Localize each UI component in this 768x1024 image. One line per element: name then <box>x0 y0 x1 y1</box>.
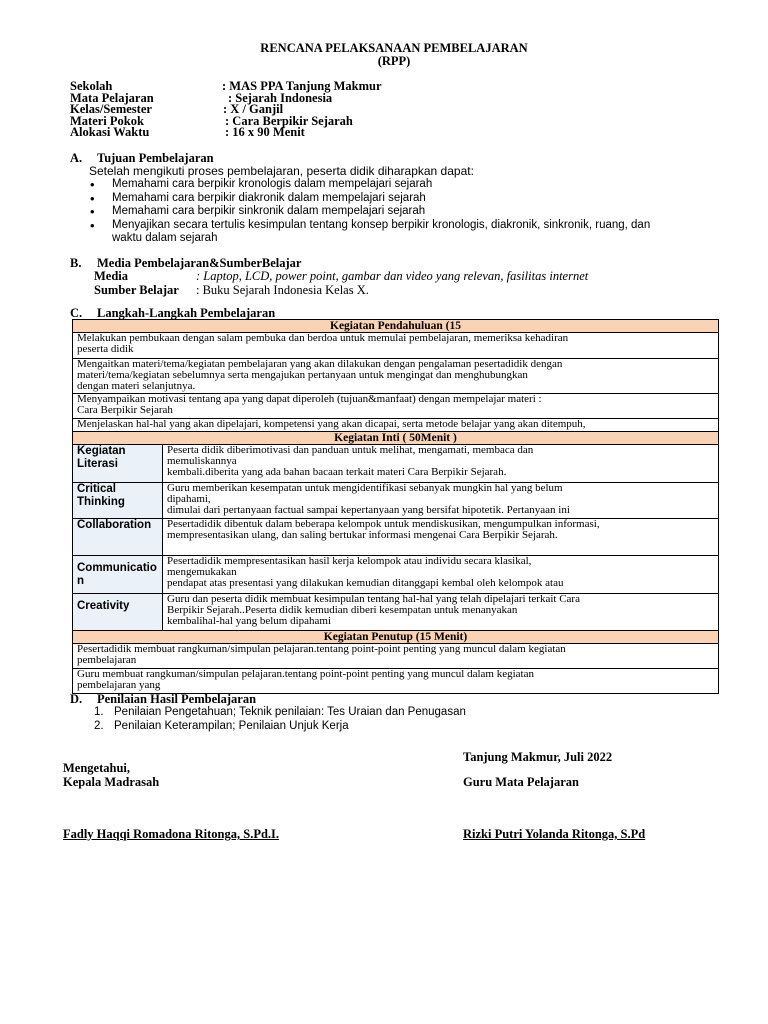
media-label: Media <box>94 269 129 283</box>
info-label: Materi Pokok <box>70 113 144 128</box>
row-text: Melakukan pembukaan dengan salam pembuka dan berdoa untuk memulai pembelajaran, memeriksa kehadiran <box>77 333 569 344</box>
assessment-list <box>94 706 466 733</box>
row-text: Menjelaskan hal-hal yang akan dipelajari, kompetensi yang akan dicapai, serta metode belajar yang akan ditempuh, <box>77 419 586 430</box>
row-text: Menyampaikan motivasi tentang apa yang dapat diperoleh (tujuan&manfaat) dengan mempelajar materi : <box>77 394 542 405</box>
list-item: • Menyajikan secara tertulis kesimpulan tentang konsep berpikir kronologis, diakronik, sinkronik, ruang, dan <box>89 219 719 233</box>
info-label: Sekolah <box>70 79 113 93</box>
media-value: : Laptop, LCD, power point, gambar dan video yang relevan, fasilitas internet <box>196 269 589 283</box>
row-text: peserta didik <box>77 343 134 356</box>
band-opening: Kegiatan Pendahuluan (15 <box>73 320 718 333</box>
band-closing: Kegiatan Penutup (15 Menit) <box>73 631 718 644</box>
table-row <box>73 419 718 432</box>
principal-name: Fadly Haqqi Romadona Ritonga, S.Pd.I. <box>63 827 280 841</box>
source-label: Sumber Belajar <box>94 283 179 297</box>
objectives-intro: Setelah mengikuti proses pembelajaran, peserta didik diharapkan dapat: <box>89 164 474 178</box>
list-item: 1. Penilaian Pengetahuan; Teknik penilaian: Tes Uraian dan Penugasan <box>94 706 466 718</box>
section-letter: D. <box>70 692 83 706</box>
place-date: Tanjung Makmur, Juli 2022 <box>463 750 613 764</box>
row-text: Pesertadidik mempresentasikan hasil kerja kelompok atau individu secara klasikal, mengemukakan pendapat atas presentasi yang dilakukan kemudian ditanggapi kembal oleh kelompok atau <box>167 556 564 590</box>
list-item: • Memahami cara berpikir diakronik dalam mempelajari sejarah <box>89 192 719 206</box>
section-title: Langkah-Langkah Pembelajaran <box>97 306 276 320</box>
media-block <box>94 270 694 298</box>
row-text: Guru dan peserta didik membuat kesimpulan tentang hal-hal yang telah dipelajari terkait Cara Berpikir Sejarah..Peserta didik kemudian diberi kesempatan untuk menanyakan kembalihal-hal yang belum dipahami <box>167 594 580 628</box>
band-core: Kegiatan Inti ( 50Menit ) <box>73 432 718 445</box>
table-row <box>73 519 718 556</box>
row-text: Mengaitkan materi/tema/kegiatan pembelajaran yang akan dilakukan dengan pengalaman pesertadidik dengan <box>77 359 563 370</box>
row-text: dengan materi selanjutnya. <box>77 380 196 393</box>
table-row <box>73 359 718 394</box>
objectives-list <box>89 178 719 246</box>
row-text: materi/tema/kegiatan sebelumnya serta mengajukan pertanyaan untuk mengingat dan menghubungkan <box>77 369 528 382</box>
acknowledged-label: Mengetahui, <box>63 761 131 775</box>
table-row <box>73 483 718 519</box>
learning-steps-table <box>72 319 719 694</box>
section-letter: C. <box>70 306 83 320</box>
list-item: 2. Penilaian Keterampilan; Penilaian Unjuk Kerja <box>94 719 349 732</box>
row-text: Pesertadidik membuat rangkuman/simpulan pelajaran.tentang point-point penting yang muncul dalam kegiatan <box>77 644 566 655</box>
table-row <box>73 445 718 483</box>
info-value: : Sejarah Indonesia <box>228 90 333 105</box>
info-value: : MAS PPA Tanjung Makmur <box>222 79 382 93</box>
page-title: RENCANA PELAKSANAAN PEMBELAJARAN <box>260 41 528 55</box>
info-value: : X / Ganjil <box>223 102 284 116</box>
section-letter: B. <box>70 256 82 270</box>
page-subtitle: (RPP) <box>377 54 411 68</box>
source-value: : Buku Sejarah Indonesia Kelas X. <box>196 283 369 297</box>
section-title: Penilaian Hasil Pembelajaran <box>97 692 257 706</box>
row-key: Communicatio n <box>73 556 163 593</box>
row-key: Kegiatan Literasi <box>73 445 163 482</box>
table-row <box>73 333 718 359</box>
teacher-role: Guru Mata Pelajaran <box>463 775 579 789</box>
table-row <box>73 644 718 669</box>
section-letter: A. <box>70 151 83 165</box>
info-value: : Cara Berpikir Sejarah <box>225 113 353 128</box>
table-row <box>73 594 718 631</box>
table-row <box>73 669 718 693</box>
row-text: Guru membuat rangkuman/simpulan pelajaran.tentang point-point penting yang muncul dalam kegiatan <box>77 669 534 680</box>
row-text: Cara Berpikir Sejarah <box>77 404 173 417</box>
section-title: Tujuan Pembelajaran <box>97 151 214 165</box>
table-row <box>73 556 718 594</box>
list-item: • Memahami cara berpikir kronologis dalam mempelajari sejarah <box>89 178 719 192</box>
info-label: Kelas/Semester <box>70 102 152 116</box>
row-text: Guru memberikan kesempatan untuk mengidentifikasi sebanyak mungkin hal yang belum dipahami, dimulai dari pertanyaan factual sampai kepertanyaan yang bersifat hipotetik. Pertanyaan ini <box>167 483 570 517</box>
row-text: Peserta didik diberimotivasi dan panduan untuk melihat, mengamati, membaca dan memuliskannya kembali.diberita yang ada bahan bacaan terkait materi Cara Berpikir Sejarah. <box>167 445 534 479</box>
row-key: Collaboration <box>73 519 163 555</box>
row-text: pembelajaran <box>77 654 137 667</box>
info-value: : 16 x 90 Menit <box>225 125 305 139</box>
list-item: • Memahami cara berpikir sinkronik dalam mempelajari sejarah <box>89 205 719 219</box>
row-key: Creativity <box>73 594 163 630</box>
principal-role: Kepala Madrasah <box>63 775 160 789</box>
info-label: Mata Pelajaran <box>70 90 154 105</box>
table-row <box>73 394 718 419</box>
teacher-name: Rizki Putri Yolanda Ritonga, S.Pd <box>463 827 646 841</box>
section-d-heading <box>70 692 256 707</box>
info-label: Alokasi Waktu <box>70 125 150 139</box>
list-item-continuation: waktu dalam sejarah <box>112 232 218 244</box>
section-title: Media Pembelajaran&SumberBelajar <box>97 256 302 270</box>
row-text: Pesertadidik dibentuk dalam beberapa kelompok untuk mendiskusikan, mengumpulkan informasi, mempresentasikan ulang, dan saling bertukar informasi mengenai Cara Berpikir Sejarah. <box>167 519 600 542</box>
identity-block <box>70 81 470 139</box>
row-text: pembelajaran yang <box>77 679 161 692</box>
row-key: Critical Thinking <box>73 483 163 518</box>
